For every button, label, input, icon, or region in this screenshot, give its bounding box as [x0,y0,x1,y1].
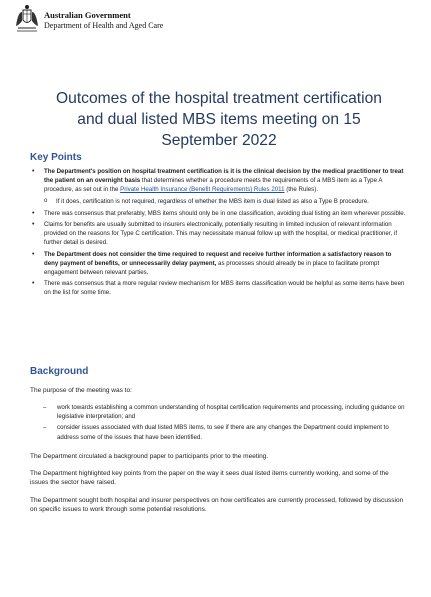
list-item: – consider issues associated with dual listed MBS items, to see if there are any changes the Department could implement to address some of the issues that have been identified. [30,423,406,441]
rules-link[interactable]: Private Health Insurance (Benefit Requirements) Rules 2011 [120,186,285,194]
background-paragraph-2: The Department highlighted key points from the paper on the way it sees dual listed items currently working, and some of the issues the sector have raised. [30,470,389,487]
list-item [30,167,406,195]
key-points-list [30,167,406,300]
bullet-1-bold: The Department's position on hospital treatment certification is it is the clinical decision by the medical practitioner to treat the patient on an overnight basis [44,168,404,185]
list-item: – work towards establishing a common understanding of hospital certification requirements and processing, including guidance on legislative interpretation; and [30,403,406,421]
bullet-1-tail: (the Rules). [284,186,318,194]
background-intro: The purpose of the meeting was to: [30,387,132,394]
sub-list-item: o If it does, certification is not required, regardless of whether the MBS item is dual listed as also a Type B procedure. [30,197,406,206]
title-line-1: Outcomes of the hospital treatment certification [56,90,382,107]
page-title [30,88,408,151]
background-paragraph-3: The Department sought both hospital and insurer perspectives on how certificates are currently processed, followed by discussion on specific issues to work through some potential resolutions. [30,497,404,514]
purpose-list [30,403,406,444]
title-line-3: September 2022 [161,132,277,149]
government-name: Australian Government [44,10,131,20]
department-name: Department of Health and Aged Care [44,21,164,30]
title-line-2: and dual listed MBS items meeting on 15 [77,111,361,128]
list-item: • There was consensus that a more regular review mechanism for MBS items classification would be helpful as some items have been on the list for some time. [30,279,406,297]
background-heading: Background [30,366,89,377]
bullet-4-bold: The Department does not consider the time required to request and receive further information a satisfactory reason to deny payment of benefits, or unnecessarily delay payment, [44,250,392,267]
list-item [30,250,406,278]
background-paragraph-1: The Department circulated a background paper to participants prior to the meeting. [30,453,269,460]
coat-of-arms-icon [14,4,40,34]
list-item: • There was consensus that preferably, MBS items should only be in one classification, avoiding dual listing an item wherever possible. [30,209,406,218]
list-item: • Claims for benefits are usually submitted to insurers electronically, potentially resulting in limited inclusion of relevant information provided on the reasons for Type C certification. This may necessitate manual follow up with the hospital, or medical practitioner, if further detail is desired. [30,220,406,248]
government-logo [14,4,163,34]
key-points-heading: Key Points [30,152,82,163]
bullet-1-text: that determines whether a procedure meets the requirements of a MBS item as a Type A procedure, as set out in the [44,177,383,194]
bullet-4-text: as processes should already be in place to facilitate prompt engagement between relevant parties. [44,259,380,277]
